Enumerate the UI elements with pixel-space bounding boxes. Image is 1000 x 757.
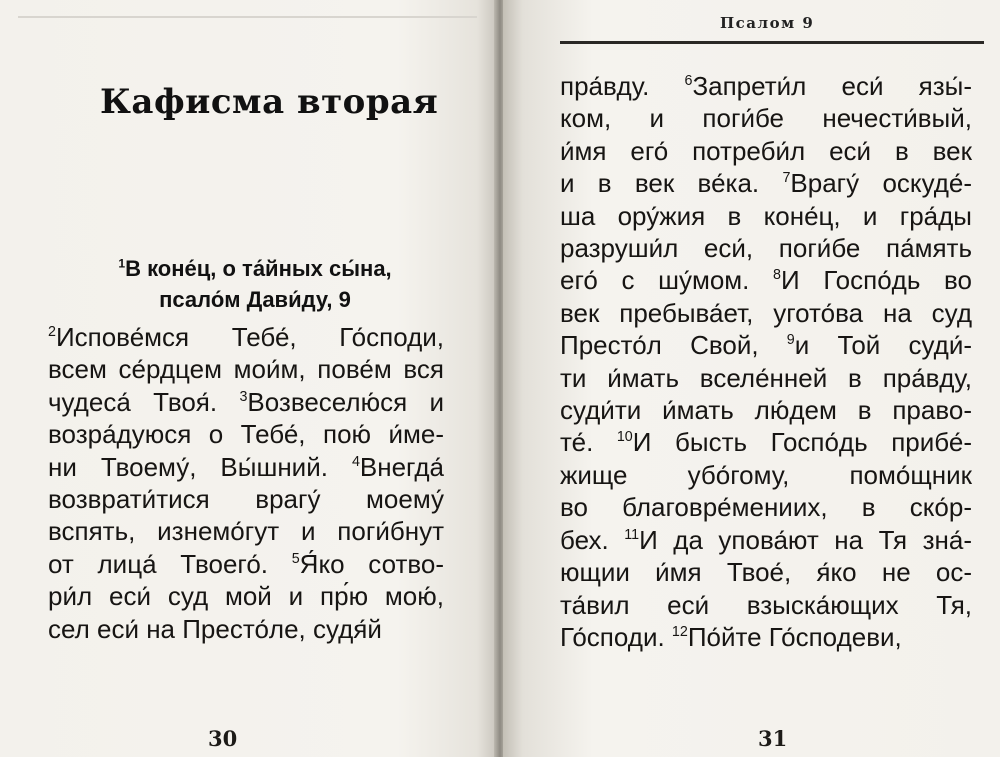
line-text: И бысть Госпо́дь прибе́- xyxy=(632,427,972,458)
left-page xyxy=(0,0,497,757)
line-text: чудеса́ Твоя́. xyxy=(48,386,240,417)
text-line xyxy=(560,459,972,491)
text-line xyxy=(48,418,444,450)
page-number-right: 31 xyxy=(758,726,788,751)
text-line xyxy=(48,321,444,353)
superscription-line-1: $^1$В коне́ц, о та́йных сы́на, xyxy=(118,256,392,281)
line-text: По́йте Го́сподеви, xyxy=(687,621,902,652)
verse-number: 4 xyxy=(351,453,360,470)
line-text: его́ с шу́мом. xyxy=(560,265,774,296)
text-line xyxy=(560,426,972,458)
line-text: Я́ко сотво- xyxy=(299,548,444,579)
page-number-left: 30 xyxy=(208,726,238,751)
text-line xyxy=(48,548,444,580)
text-line xyxy=(560,329,972,361)
header-rule xyxy=(560,41,984,44)
text-line xyxy=(560,556,972,588)
line-text: жище убо́гому, помо́щник xyxy=(560,459,972,490)
line-text: Возвеселю́ся и xyxy=(247,386,444,417)
line-text: сел еси́ на Престо́ле, судя́й xyxy=(48,613,382,644)
text-line xyxy=(560,70,972,102)
text-line xyxy=(48,386,444,418)
line-text: ти и́мать вселе́нней в пра́вду, xyxy=(560,362,972,393)
text-line xyxy=(560,102,972,134)
verse-number: 10 xyxy=(616,429,633,446)
verse-number: 6 xyxy=(684,73,693,89)
text-line xyxy=(560,621,972,653)
line-text: возврати́тися врагу́ моему́ xyxy=(48,484,444,515)
text-line xyxy=(560,264,972,296)
left-top-rule xyxy=(18,16,477,18)
line-text: ни Твоему́, Вы́шний. xyxy=(48,451,352,482)
line-text: Внегда́ xyxy=(359,451,444,482)
verse-number: 8 xyxy=(773,267,781,284)
line-text: Врагу́ оскуде́- xyxy=(790,168,972,199)
line-text: от лица́ Твоего́. xyxy=(48,548,292,579)
verse-number: 12 xyxy=(671,623,688,640)
line-text: Испове́мся Тебе́, Го́споди, xyxy=(55,322,444,352)
text-line xyxy=(560,394,972,426)
line-text: суди́ти и́мать лю́дем в право- xyxy=(560,395,972,426)
text-line xyxy=(560,491,972,523)
line-text: разруши́л еси́, поги́бе па́мять xyxy=(560,233,972,264)
line-text: бех. xyxy=(560,524,625,555)
line-text: вспять, изнемо́гут и поги́бнут xyxy=(48,516,444,547)
line-text: те́. xyxy=(560,427,617,458)
text-line xyxy=(48,515,444,547)
text-line xyxy=(560,167,972,199)
verse-number: 9 xyxy=(786,332,795,349)
line-text: век пребыва́ет, угото́ва на суд xyxy=(560,297,972,328)
text-line xyxy=(560,135,972,167)
line-text: Го́споди. xyxy=(560,621,672,652)
line-text: всем се́рдцем мои́м, пове́м вся xyxy=(48,354,444,385)
psalm-superscription xyxy=(55,253,455,315)
text-line xyxy=(560,524,972,556)
verse-number: 7 xyxy=(782,170,791,187)
text-line xyxy=(560,589,972,621)
line-text: Престо́л Свой, xyxy=(560,330,787,361)
text-line xyxy=(560,200,972,232)
left-page-text xyxy=(48,321,444,645)
text-line xyxy=(560,297,972,329)
line-text: и Той суди́- xyxy=(794,330,972,361)
running-head: Псалом 9 xyxy=(720,14,815,32)
right-page-text xyxy=(560,70,972,653)
text-line xyxy=(48,451,444,483)
text-line xyxy=(48,613,444,645)
text-line xyxy=(48,580,444,612)
text-line xyxy=(48,353,444,385)
line-text: ша ору́жия в коне́ц, и гра́ды xyxy=(560,200,972,231)
line-text: во благовре́мениих, в ско́р- xyxy=(560,492,972,523)
verse-number: 5 xyxy=(291,550,300,567)
line-text: И да упова́ют на Тя зна́- xyxy=(639,524,973,555)
text-line xyxy=(560,232,972,264)
superscription-line-2: псало́м Дави́ду, 9 xyxy=(159,287,351,312)
line-text: ри́л еси́ суд мой и пр́ю мою́, xyxy=(48,581,444,612)
line-text: та́вил еси́ взыска́ющих Тя, xyxy=(560,589,972,620)
line-text: и в век ве́ка. xyxy=(560,168,783,199)
line-text: возра́дуюся о Тебе́, пою́ и́ме- xyxy=(48,419,444,450)
text-line xyxy=(48,483,444,515)
line-text: ком, и поги́бе нечести́вый, xyxy=(560,103,972,134)
line-text: Запрети́л еси́ язы́- xyxy=(692,71,972,101)
line-text: и́мя его́ потреби́л еси́ в век xyxy=(560,135,972,166)
line-text: ющии и́мя Твое́, я́ко не ос- xyxy=(560,557,972,588)
verse-number: 1 xyxy=(118,256,126,271)
verse-number: 2 xyxy=(48,324,56,340)
kathisma-title: Кафисма вторая xyxy=(100,82,439,122)
line-text: пра́вду. xyxy=(560,71,685,101)
line-text: И Госпо́дь во xyxy=(781,265,973,296)
verse-number: 3 xyxy=(239,388,248,405)
verse-number: 11 xyxy=(624,526,640,543)
text-line xyxy=(560,362,972,394)
